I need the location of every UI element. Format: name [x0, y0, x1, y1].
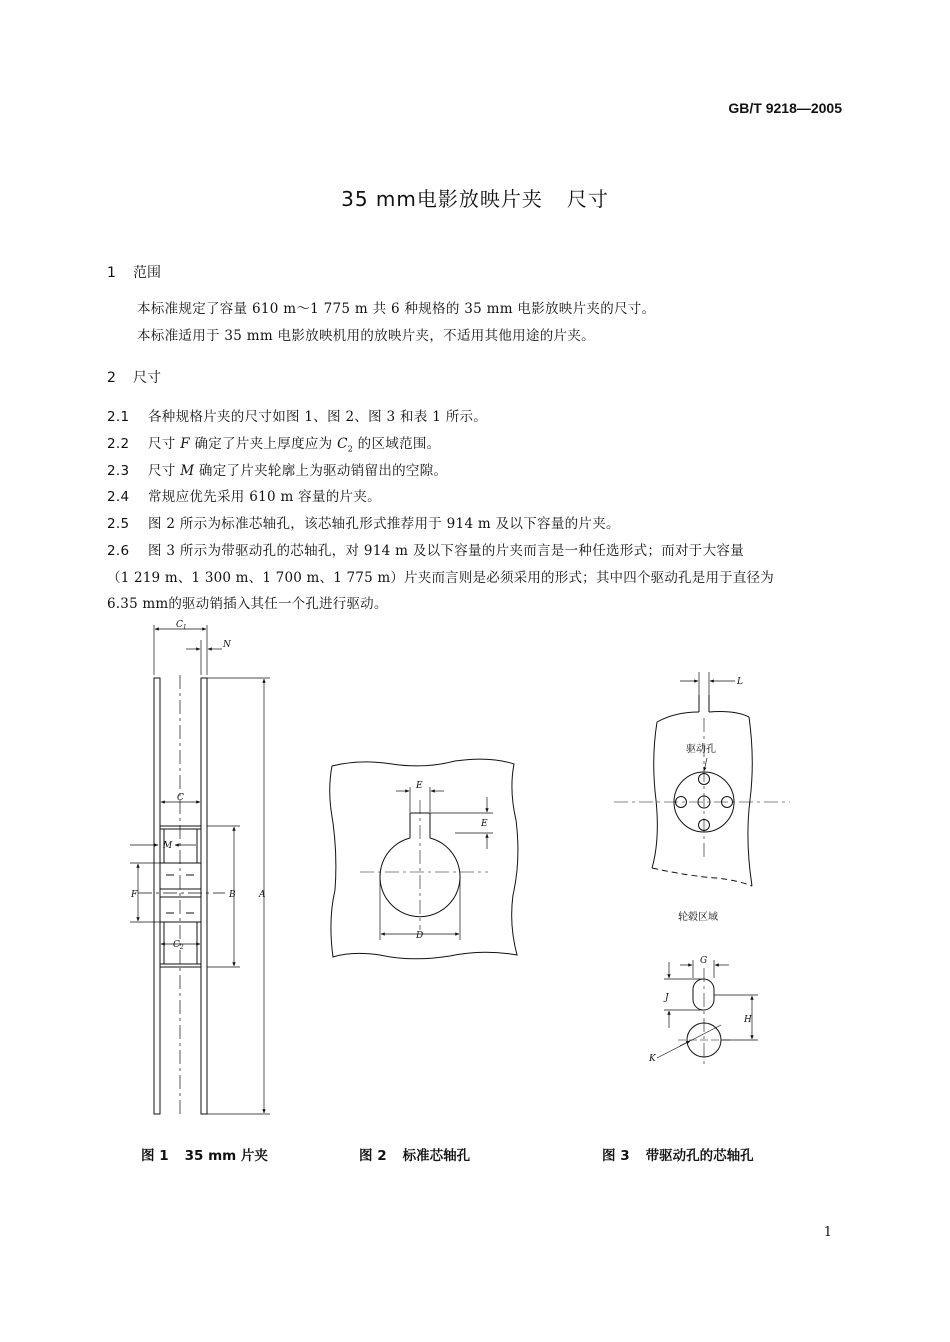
clause-number: 2.4: [107, 489, 130, 505]
scope-paragraph-1: 本标准规定了容量 610 m～1 775 m 共 6 种规格的 35 mm 电影放映片夹的尺寸。: [137, 301, 656, 317]
figure-1-reel-side-view: [130, 625, 270, 1118]
clause-text: 图 3 所示为带驱动孔的芯轴孔，对 914 m 及以下容量的片夹而言是一种任选形式；而对于大容量: [148, 543, 745, 559]
dim-label-f: F: [131, 890, 138, 900]
hub-area-top-left: [657, 712, 699, 722]
figure-1-caption: [141, 1144, 268, 1164]
clause-var-sub: 2: [347, 444, 354, 454]
figure-label: 图 2: [359, 1148, 387, 1164]
reel-flange-left: [154, 678, 160, 1114]
figure-2-labels: [415, 781, 488, 941]
clause-2-6-continuation-1: （1 219 m、1 300 m、1 700 m、1 775 m）片夹而言则是必须采用的形式；其中四个驱动孔是用于直径为: [107, 570, 774, 586]
dim-label-h: H: [744, 1015, 752, 1025]
dim-label-g: G: [700, 956, 708, 966]
drive-hole-label: 驱动孔: [686, 744, 716, 755]
figure-label: 图 3: [602, 1148, 630, 1164]
clause-number: 2.5: [107, 516, 130, 532]
title-sub: 尺寸: [566, 187, 609, 211]
standard-code: GB/T 9218—2005: [728, 100, 842, 116]
dim-label-c2: $C_2$: [173, 940, 184, 951]
page-number: 1: [823, 1225, 832, 1240]
figure-3-caption: [602, 1144, 754, 1164]
section-number: 1: [107, 265, 116, 281]
clause-text-post: 确定了片夹轮廓上为驱动销留出的空隙。: [194, 463, 448, 479]
dim-label-a: A: [259, 890, 266, 900]
detail-slot: [693, 979, 714, 1010]
dim-label-j: J: [665, 993, 669, 1003]
clause-var-m: M: [180, 463, 195, 479]
dim-label-n: N: [223, 640, 231, 650]
reel-hub-outline: [330, 759, 518, 959]
clause-number: 2.1: [107, 409, 130, 425]
clause-text-post: 的区域范围。: [353, 436, 441, 452]
reel-flange-right: [201, 678, 207, 1114]
section-heading-text: 尺寸: [133, 370, 161, 386]
section-heading-text: 范围: [133, 265, 161, 281]
title-main: 35 mm电影放映片夹: [341, 187, 543, 211]
dim-label-k: K: [649, 1054, 656, 1064]
clause-text-mid: 确定了片夹上厚度应为: [189, 436, 338, 452]
figure-1-labels: [130, 620, 266, 951]
clause-text: 常规应优先采用 610 m 容量的片夹。: [148, 489, 381, 505]
clause-number: 2.6: [107, 543, 130, 559]
clause-text: 图 2 所示为标准芯轴孔，该芯轴孔形式推荐用于 914 m 及以下容量的片夹。: [148, 516, 620, 532]
dim-label-d: D: [416, 931, 424, 941]
dim-label-l: L: [737, 677, 743, 687]
dim-label-e-top: E: [416, 781, 423, 791]
dim-label-e-side: E: [481, 819, 488, 829]
dim-label-c: C: [177, 793, 184, 803]
figure-caption-text: 35 mm 片夹: [184, 1148, 268, 1164]
clause-text-pre: 尺寸: [148, 436, 181, 452]
figure-caption-text: 标准芯轴孔: [402, 1148, 471, 1164]
figure-label: 图 1: [141, 1148, 169, 1164]
hub-area-top-right: [709, 712, 749, 717]
figure-2-standard-spindle-hole: [330, 759, 518, 959]
clause-number: 2.3: [107, 463, 130, 479]
section-number: 2: [107, 370, 116, 386]
clause-number: 2.2: [107, 436, 130, 452]
dim-label-c1: $C_1$: [176, 620, 187, 631]
dim-label-b: B: [229, 890, 236, 900]
clause-var-f: F: [180, 436, 190, 452]
figure-3-drive-hole-spindle: [614, 672, 790, 1068]
clause-text: 各种规格片夹的尺寸如图 1、图 2、图 3 和表 1 所示。: [148, 409, 488, 425]
figure-caption-text: 带驱动孔的芯轴孔: [645, 1148, 754, 1164]
hub-area-label: 轮毂区域: [678, 912, 718, 923]
scope-paragraph-2: 本标准适用于 35 mm 电影放映机用的放映片夹，不适用其他用途的片夹。: [137, 328, 595, 344]
clause-2-6-continuation-2: 6.35 mm的驱动销插入其任一个孔进行驱动。: [107, 596, 388, 612]
figure-2-caption: [359, 1144, 470, 1164]
clause-var-c: C: [337, 436, 348, 452]
clause-text-pre: 尺寸: [148, 463, 181, 479]
dim-label-m: M: [163, 841, 173, 851]
